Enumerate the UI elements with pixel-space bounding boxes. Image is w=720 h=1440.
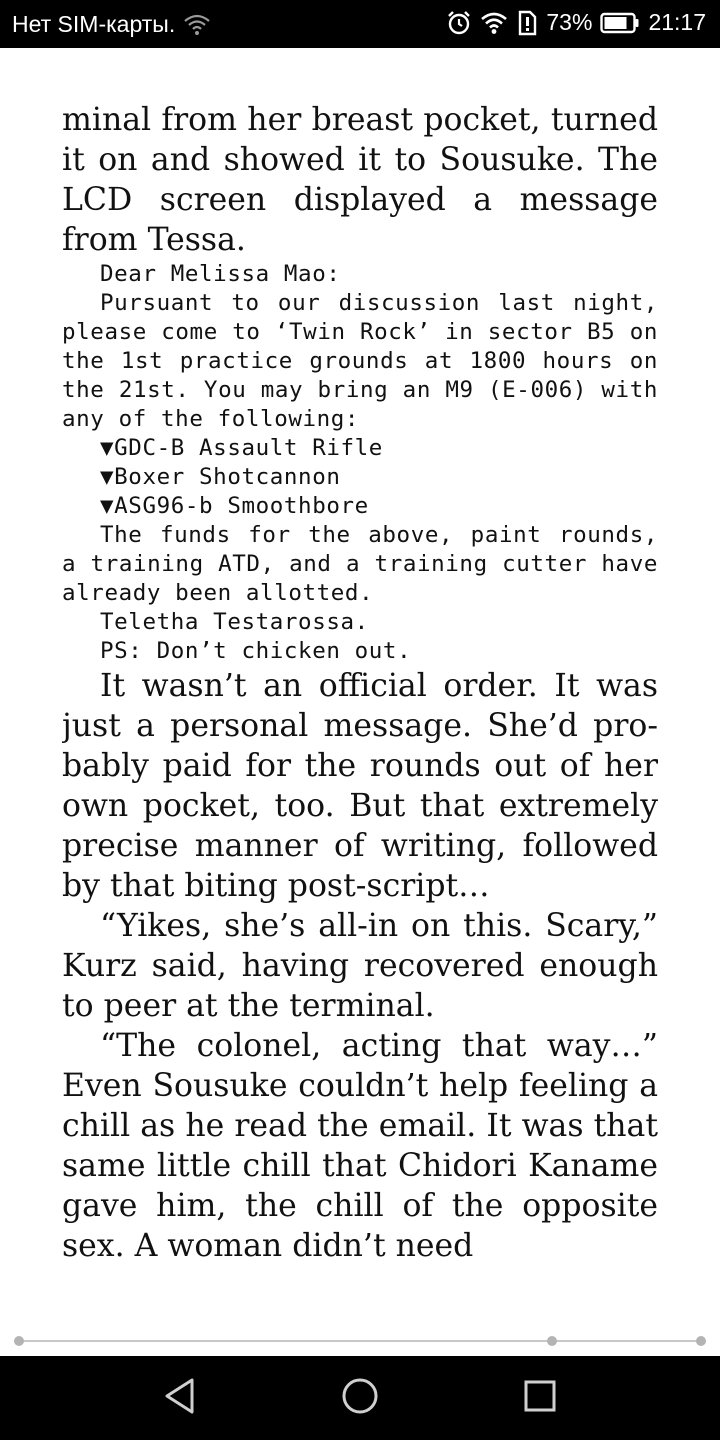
carrier-label: Нет SIM-карты. xyxy=(12,11,176,37)
navigation-bar xyxy=(0,1356,720,1440)
wifi-icon xyxy=(480,11,508,35)
progress-thumb[interactable] xyxy=(547,1336,557,1346)
home-button[interactable] xyxy=(330,1368,390,1428)
back-icon xyxy=(162,1377,198,1419)
battery-icon xyxy=(600,12,640,34)
email-list-item: ▼Boxer Shotcannon xyxy=(100,464,341,490)
clock: 21:17 xyxy=(648,9,706,35)
email-list-item: ▼ASG96-b Smoothbore xyxy=(100,493,369,519)
battery-percent: 73% xyxy=(546,9,593,35)
back-button[interactable] xyxy=(150,1368,210,1428)
recents-icon xyxy=(523,1379,557,1417)
home-icon xyxy=(340,1376,380,1420)
email-salutation: Dear Melissa Mao: xyxy=(100,261,341,287)
alarm-icon xyxy=(446,10,472,36)
wifi-question-icon xyxy=(183,13,211,37)
battery-saver-icon xyxy=(516,10,538,36)
email-list-item: ▼GDC-B Assault Rifle xyxy=(100,435,383,461)
paragraph: It wasn’t an official order. It was just a personal message. She’d probably paid for the rounds out of her own pocket, too. But that extremely precise manner of writing, followed by that biting post-script… xyxy=(62,668,658,904)
paragraph: “Yikes, she’s all-in on this. Scary,” Kurz said, having recovered enough to peer at the terminal. xyxy=(62,908,658,1024)
paragraph: “The colonel, acting that way…” Even Sousuke couldn’t help feeling a chill as he read the email. It was that same little chill that Chidori Kaname gave him, the chill of the opposite sex. A woman didn’t need xyxy=(62,1028,658,1264)
email-signature: Teletha Testarossa. xyxy=(100,609,369,635)
progress-start-dot xyxy=(14,1336,24,1346)
reading-progress-slider[interactable] xyxy=(18,1336,702,1346)
email-body: Pursuant to our discussion last night, please come to ‘Twin Rock’ in sector B5 on the 1st practice grounds at 1800 hours on the 21st. You may bring an M9 (E-006) with any of the following: xyxy=(62,290,658,432)
status-bar xyxy=(0,0,720,48)
email-body: The funds for the above, paint rounds, a training ATD, and a training cutter have already been allotted. xyxy=(62,522,658,606)
status-left xyxy=(12,11,211,38)
progress-track[interactable] xyxy=(18,1340,702,1342)
paragraph: minal from her breast pocket, turned it on and showed it to Sousuke. The LCD screen displayed a message from Tessa. xyxy=(62,102,658,258)
progress-end-dot xyxy=(696,1336,706,1346)
recents-button[interactable] xyxy=(510,1368,570,1428)
status-right xyxy=(446,9,706,36)
reader-page[interactable] xyxy=(62,48,658,1298)
email-postscript: PS: Don’t chicken out. xyxy=(100,638,412,664)
